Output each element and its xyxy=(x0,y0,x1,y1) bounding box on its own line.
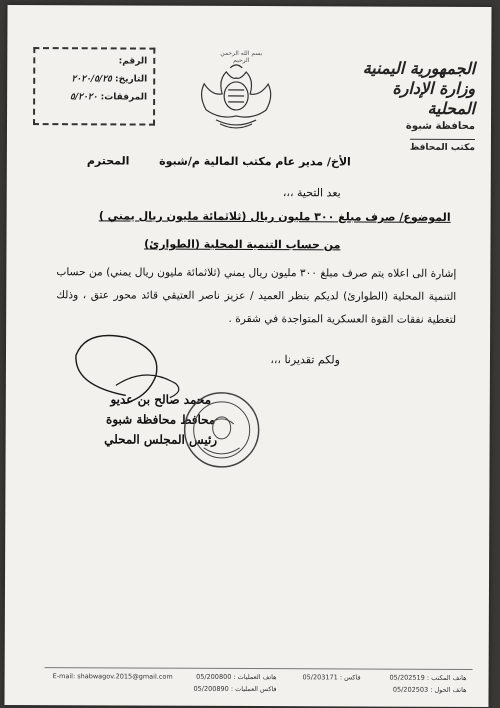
signatory-title-2: رئيس المجلس المحلي xyxy=(104,432,218,447)
letter-page xyxy=(4,5,491,707)
ministry-name: وزارة الإدارة المحلية xyxy=(392,78,476,118)
addressee-line xyxy=(86,154,351,169)
letterhead-right xyxy=(345,58,475,155)
addressee: الأخ/ مدير عام مكتب المالية م/شبوة xyxy=(159,154,351,169)
signatory-name: محمد صالح بن عديو xyxy=(110,392,212,407)
footer-secretary-phone: هاتف الحول : 05/202503 xyxy=(392,685,467,694)
footer-office-phone: هاتف المكتب : 05/202519 xyxy=(389,673,467,682)
attachments-label: المرفقات: xyxy=(100,92,148,103)
subject-line xyxy=(77,209,451,224)
number-label: الرقم: xyxy=(118,56,148,67)
greeting: بعد التحية ،،، xyxy=(282,186,341,200)
official-seal-icon xyxy=(182,390,262,470)
footer-email: E-mail: shabwagov.2015@gmail.com xyxy=(52,672,173,681)
governorate-name: محافظة شبوة xyxy=(405,120,476,132)
closing: ولكم تقديرنا ،،، xyxy=(270,353,341,367)
footer-fax: فاكس : 05/203171 xyxy=(302,673,361,682)
reference-stamp xyxy=(33,47,155,126)
date-value: ٢٠٢٠/٥/٢٥ xyxy=(71,74,112,85)
date-label: التاريخ: xyxy=(115,74,148,85)
signatory-title-1: محافظ محافظة شبوة xyxy=(106,412,216,427)
footer xyxy=(45,667,473,694)
letter-body: إشارة الى اعلاه يتم صرف مبلغ ٣٠٠ مليون ريال يمني (ثلاثمائة مليون ريال يمني) من حساب التنمية المحلية (الطوارئ) لديكم بنظر العميد / عزيز ناصر العتيقي قائد محور عتق ، وذلك لتغطية نفقات القوة العسكرية المتواجدة في شقرة . xyxy=(56,266,457,326)
office-name: مكتب المحافظ xyxy=(410,139,475,155)
footer-operations-phone: هاتف العمليات : 05/200800 xyxy=(196,672,277,682)
footer-operations-fax: فاكس العمليات : 05/200890 xyxy=(193,684,277,694)
respect-label: المحترم xyxy=(86,154,130,168)
basmala: بسم الله الرحمن الرحيم xyxy=(220,49,263,65)
subject-text: الموضوع/ صرف مبلغ ٣٠٠ مليون ريال (ثلاثمائة مليون ريال يمني ) xyxy=(98,209,451,224)
attachments-value: ٥/٢٠٢٠ xyxy=(69,92,98,103)
national-emblem-icon xyxy=(194,50,278,136)
subject-line-2: من حساب التنمية المحلية (الطوارئ) xyxy=(144,237,341,252)
country-name: الجمهورية اليمنية xyxy=(362,58,476,78)
